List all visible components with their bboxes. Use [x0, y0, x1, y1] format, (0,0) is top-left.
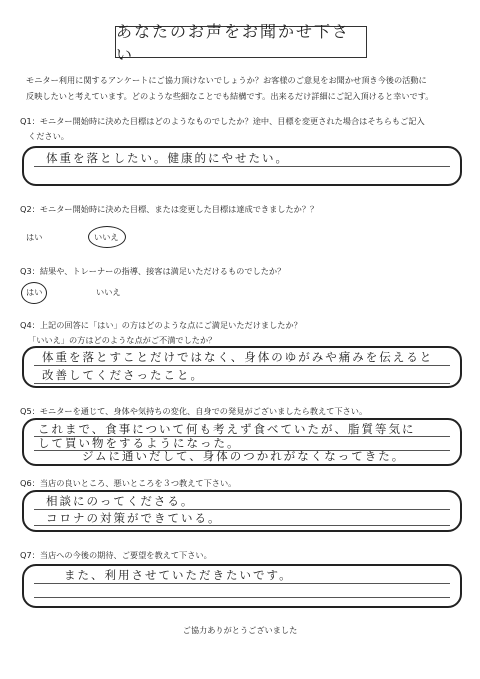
answer-4-line-2: 改善してくださったこと。 — [42, 368, 204, 382]
answer-5-line-2: して買い物をするようになった。 — [38, 436, 241, 450]
q2-selection-circle — [88, 226, 126, 248]
page-title: あなたのお声をお聞かせ下さい — [115, 26, 367, 58]
question-7: Q7：当店への今後の期待、ご要望を教えて下さい。 — [20, 550, 212, 560]
answer-6-line-2: コロナの対策ができている。 — [46, 511, 222, 525]
question-4: Q4：上記の回答に「はい」の方はどのような点にご満足いただけましたか？ — [20, 320, 302, 330]
question-6: Q6：当店の良いところ、悪いところを３つ教えて下さい。 — [20, 478, 237, 488]
answer-box-5[interactable] — [22, 418, 462, 466]
intro-line-2: 反映したいと考えています。どのような些細なことでも結構です。出来るだけ詳細にご記入頂けると幸いです。 — [26, 91, 434, 101]
ruled-line — [34, 383, 450, 384]
question-1-line-1: Q1：モニター開始時に決めた目標はどのようなものでしたか？途中、目標を変更された場合はそちらもご記入 — [20, 116, 425, 126]
ruled-line — [34, 583, 450, 584]
question-3: Q3：結果や、トレーナーの指導、接客は満足いただけるものでしたか？ — [20, 266, 286, 276]
question-1-line-2: ください。 — [28, 131, 69, 141]
ruled-line — [34, 365, 450, 366]
answer-box-7[interactable] — [22, 564, 462, 608]
footer-thanks: ご協力ありがとうございました — [182, 625, 298, 635]
question-1 — [20, 114, 460, 144]
ruled-line — [34, 597, 450, 598]
answer-box-6[interactable] — [22, 490, 462, 532]
ruled-line — [34, 166, 450, 167]
answer-box-4[interactable] — [22, 346, 462, 388]
question-2: Q2：モニター開始時に決めた目標、または変更した目標は達成できましたか？？ — [20, 204, 319, 214]
answer-5-line-1: これまで、食事について何も考えず食べていたが、脂質等気に — [38, 422, 416, 436]
answer-box-1[interactable] — [22, 146, 462, 186]
intro-text — [26, 72, 456, 104]
q3-option-no[interactable]: いいえ — [96, 287, 121, 297]
answer-7-line-1: また、利用させていただきたいです。 — [64, 568, 293, 582]
q3-option-yes[interactable]: はい — [26, 287, 43, 297]
intro-line-1: モニター利用に関するアンケートにご協力頂けないでしょうか？お客様のご意見をお聞かせ頂き今後の活動に — [26, 75, 427, 85]
question-5: Q5：モニターを通じて、身体や気持ちの変化、自身での発見がございましたら教えて下さい。 — [20, 406, 368, 416]
q3-selection-circle — [21, 282, 47, 304]
q2-option-yes[interactable]: はい — [26, 232, 43, 242]
answer-5-line-3: ジムに通いだして、身体のつかれがなくなってきた。 — [82, 449, 406, 463]
ruled-line — [34, 525, 450, 526]
answer-1-text: 体重を落としたい。健康的にやせたい。 — [46, 151, 289, 165]
answer-4-line-1: 体重を落とすことだけではなく、身体のゆがみや痛みを伝えると — [42, 350, 434, 364]
q2-option-no[interactable]: いいえ — [94, 232, 119, 242]
question-4-sub: 「いいえ」の方はどのような点がご不満でしたか？ — [28, 335, 217, 345]
answer-6-line-1: 相談にのってくださる。 — [46, 494, 195, 508]
